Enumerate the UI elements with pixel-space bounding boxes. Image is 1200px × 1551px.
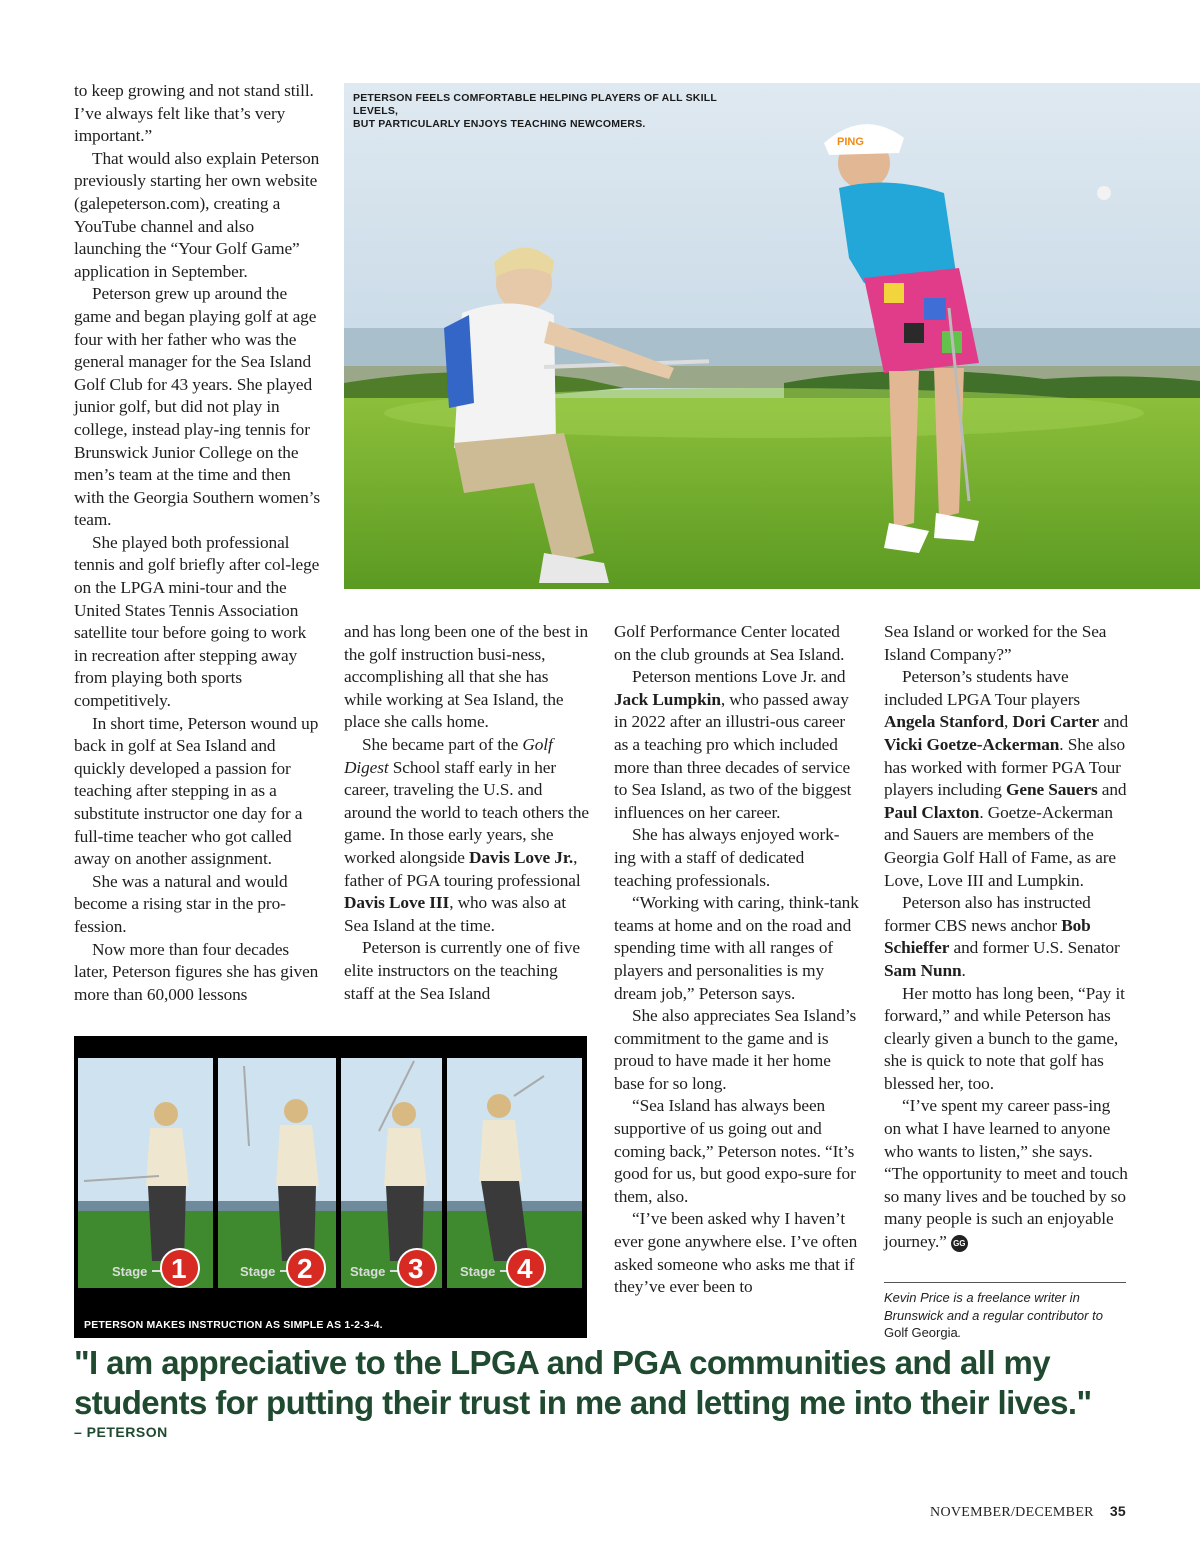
paragraph: and has long been one of the best in the golf instruction busi-ness, accomplishing all that she has while working at Sea Island, the place she calls home.	[344, 622, 589, 732]
text-run: .	[961, 960, 966, 980]
paragraph: Now more than four decades later, Peterson figures she has given more than 60,000 lessons	[74, 939, 319, 1004]
paragraph: She was a natural and would become a rising star in the pro-fession.	[74, 871, 288, 936]
pull-quote-attribution: – PETERSON	[74, 1424, 168, 1440]
text-run: and	[1099, 712, 1128, 732]
paragraph	[884, 1095, 1130, 1253]
paragraph: In short time, Peterson wound up back in golf at Sea Island and quickly developed a passion for teaching after stepping in as a substitute instructor one day for a full-time teacher who got called away on another assignment.	[74, 713, 319, 869]
person-name: Jack Lumpkin	[614, 689, 721, 709]
paragraph	[884, 892, 1130, 982]
paragraph	[614, 666, 860, 824]
text-run: , who was also at Sea Island at the time.	[344, 893, 567, 935]
stage-label: Stage	[240, 1264, 276, 1279]
text-run: and former U.S. Senator	[949, 938, 1120, 958]
text-run: , who passed away in 2022 after an illustri-ous career as a teaching pro which included more than three decades of service to Sea Island, as two of the biggest influences on her career.	[614, 689, 852, 822]
text-run: ,	[1003, 712, 1013, 732]
paragraph	[884, 666, 1130, 892]
divider	[884, 1282, 1126, 1283]
text-run: “I’ve spent my career pass-ing on what I have learned to anyone who wants to listen,” she says. “The opportunity to meet and touch so many lives and be touched by so many people is such an enjoyable journey.”	[884, 1096, 1128, 1252]
paragraph: “Working with caring, think-tank teams at home and on the road and spending time with all ranges of players and personalities is my dream job,” Peterson says.	[614, 893, 859, 1003]
person-name: Paul Claxton	[884, 802, 980, 822]
article-column-1	[74, 80, 320, 1006]
issue-label: NOVEMBER/DECEMBER	[930, 1505, 1094, 1520]
person-name: Davis Love III	[344, 893, 450, 913]
text-run: , father of PGA touring professional	[344, 847, 581, 890]
page-footer	[930, 1503, 1126, 1521]
publication-name: Golf Digest	[344, 734, 553, 777]
caption-line: BUT PARTICULARLY ENJOYS TEACHING NEWCOMERS.	[353, 118, 646, 130]
paragraph: She played both professional tennis and golf briefly after col-lege on the LPGA mini-tour and the United States Tennis Association satellite tour before going to work in recreation after stepping away from playing both sports competitively.	[74, 532, 320, 711]
photo-illustration	[74, 1036, 587, 1338]
end-mark-icon: GG	[951, 1235, 968, 1252]
photo-swing-stages	[74, 1036, 587, 1338]
photo-caption-bottom: PETERSON MAKES INSTRUCTION AS SIMPLE AS 1-2-3-4.	[84, 1319, 383, 1331]
person-name: Davis Love Jr.	[469, 847, 574, 867]
person-name: Vicki Goetze-Ackerman	[884, 734, 1060, 754]
person-name: Angela Stanford	[884, 712, 1004, 732]
text-run: Peterson also has instructed former CBS news anchor	[884, 893, 1091, 935]
article-column-2	[344, 621, 590, 1005]
text-run: .	[957, 1325, 962, 1340]
paragraph: “Sea Island has always been supportive of us going out and coming back,” Peterson notes. “It’s good for us, but good expo-sure for them, also.	[614, 1096, 856, 1206]
paragraph: She has always enjoyed work-ing with a staff of dedicated teaching professionals.	[614, 825, 840, 890]
paragraph: Golf Performance Center located on the club grounds at Sea Island.	[614, 622, 845, 664]
caption-line: PETERSON FEELS COMFORTABLE HELPING PLAYERS OF ALL SKILL LEVELS,	[353, 92, 717, 117]
paragraph: Her motto has long been, “Pay it forward,” and while Peterson has clearly given a bunch to the game, she is quick to note that golf has blessed her, too.	[884, 983, 1125, 1093]
photo-caption-top	[353, 92, 753, 131]
paragraph: Peterson is currently one of five elite instructors on the teaching staff at the Sea Island	[344, 938, 580, 1003]
text-run: Peterson mentions Love Jr. and	[632, 667, 846, 687]
person-name: Gene Sauers	[1006, 780, 1098, 800]
page-number: 35	[1109, 1503, 1126, 1519]
stage-number: 4	[517, 1253, 533, 1284]
photo-illustration	[344, 83, 1200, 589]
pull-quote: "I am appreciative to the LPGA and PGA communities and all my students for putting their trust in me and letting me into their lives."	[74, 1344, 1092, 1421]
text-run: Peterson’s students have included LPGA Tour players	[884, 667, 1081, 709]
person-name: Dori Carter	[1012, 712, 1100, 732]
author-bio	[884, 1289, 1130, 1342]
stage-label: Stage	[350, 1264, 386, 1279]
text-run: Kevin Price is a freelance writer in Brunswick and a regular contributor to	[884, 1290, 1103, 1323]
person-name: Sam Nunn	[884, 960, 962, 980]
article-column-3	[614, 621, 860, 1299]
cap-logo: PING	[837, 136, 864, 148]
text-run: She became part of the	[362, 734, 523, 754]
paragraph: That would also explain Peterson previously starting her own website (galepeterson.com), creating a YouTube channel and also launching the “Your Golf Game” application in September.	[74, 148, 320, 281]
stage-number: 2	[297, 1253, 313, 1284]
paragraph	[344, 734, 590, 937]
paragraph: She also appreciates Sea Island’s commitment to the game and is proud to have made it her home base for so long.	[614, 1006, 857, 1093]
paragraph: Peterson grew up around the game and began playing golf at age four with her father who was the general manager for the Sea Island Golf Club for 43 years. She played junior golf, but did not play in college, instead play-ing tennis for Brunswick Junior College on the men’s team at the time and then with the Georgia Southern women’s team.	[74, 284, 320, 530]
article-column-4	[884, 621, 1130, 1254]
text-run: . She also has worked with former PGA Tour players including	[884, 734, 1126, 800]
text-run: School staff early in her career, traveling the U.S. and around the world to teach others the game. In those early years, she worked alongside	[344, 757, 589, 867]
publication-name: Golf Georgia	[884, 1325, 958, 1340]
person-name: Bob Schieffer	[884, 915, 1091, 958]
paragraph: “I’ve been asked why I haven’t ever gone anywhere else. I’ve often asked someone who asks me that if they’ve ever been to	[614, 1209, 858, 1297]
paragraph: Sea Island or worked for the Sea Island Company?”	[884, 622, 1107, 664]
stage-number: 1	[171, 1253, 187, 1284]
paragraph: to keep growing and not stand still. I’ve always felt like that’s very important.”	[74, 81, 314, 146]
stage-number: 3	[408, 1253, 424, 1284]
photo-lesson-on-course	[344, 83, 1200, 589]
stage-label: Stage	[112, 1264, 148, 1279]
stage-label: Stage	[460, 1264, 496, 1279]
text-run: and	[1097, 780, 1127, 800]
text-run: . Goetze-Ackerman and Sauers are members of the Georgia Golf Hall of Fame, as are Love, Love III and Lumpkin.	[884, 802, 1116, 890]
